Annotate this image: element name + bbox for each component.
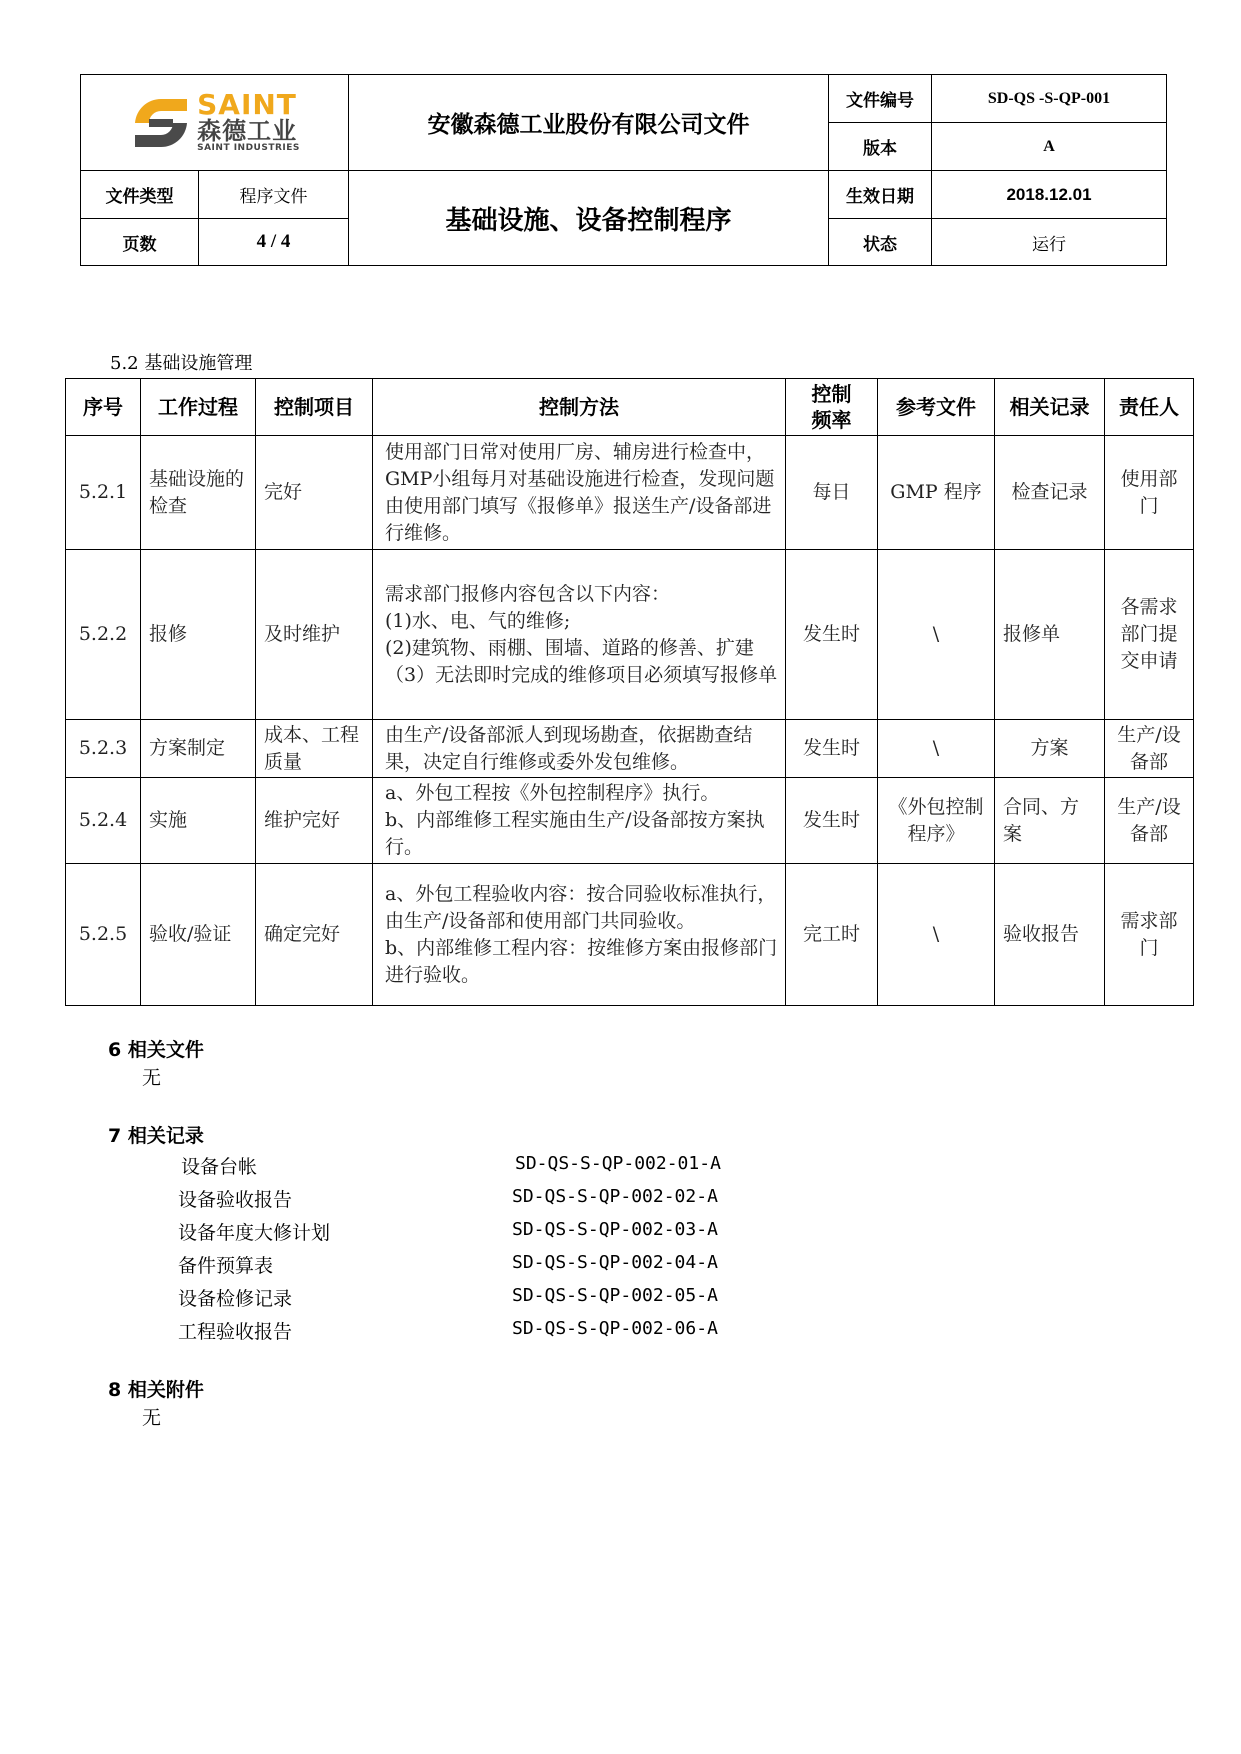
section-6-heading: 6 相关文件: [108, 1039, 204, 1061]
record-code: SD-QS-S-QP-002-03-A: [512, 1219, 718, 1240]
record-name: 备件预算表: [178, 1255, 274, 1277]
record-name: 设备台帐: [181, 1156, 258, 1178]
logo-cn: 森德工业: [197, 117, 298, 145]
doc-type-label: 文件类型: [81, 171, 199, 219]
row-reference: \: [878, 550, 995, 720]
row-method: 由生产/设备部派人到现场勘查，依据勘查结果，决定自行维修或委外发包维修。: [373, 720, 786, 778]
row-item: 成本、工程质量: [256, 720, 373, 778]
table-row: [66, 778, 1194, 864]
table-header-row: [66, 379, 1194, 436]
row-process: 方案制定: [141, 720, 256, 778]
row-frequency: 每日: [786, 436, 878, 550]
effective-date-label: 生效日期: [829, 171, 932, 219]
col-header-reference: 参考文件: [878, 379, 995, 436]
row-owner: 需求部门: [1105, 864, 1194, 1006]
row-method: a、外包工程按《外包控制程序》执行。 b、内部维修工程实施由生产/设备部按方案执行。: [373, 778, 786, 864]
row-owner: 生产/设备部: [1105, 778, 1194, 864]
record-name: 设备年度大修计划: [178, 1222, 331, 1244]
row-record: 检查记录: [995, 436, 1105, 550]
version-label: 版本: [829, 123, 932, 171]
section-7-heading: 7 相关记录: [108, 1125, 204, 1147]
row-method: 需求部门报修内容包含以下内容： (1)水、电、气的维修; (2)建筑物、雨棚、围墙、道路的修善、扩建 （3）无法即时完成的维修项目必须填写报修单: [373, 550, 786, 720]
table-row: [66, 720, 1194, 778]
table-row: [66, 864, 1194, 1006]
record-code: SD-QS-S-QP-002-02-A: [512, 1186, 718, 1207]
record-code: SD-QS-S-QP-002-04-A: [512, 1252, 718, 1273]
pages-value: 4 / 4: [199, 219, 349, 266]
row-no: 5.2.5: [66, 864, 141, 1006]
row-reference: \: [878, 864, 995, 1006]
record-code: SD-QS-S-QP-002-05-A: [512, 1285, 718, 1306]
section-6-body: 无: [142, 1067, 162, 1089]
col-header-frequency: 控制 频率: [786, 379, 878, 436]
row-reference: \: [878, 720, 995, 778]
row-reference: GMP 程序: [878, 436, 995, 550]
row-process: 基础设施的检查: [141, 436, 256, 550]
saint-mark-icon: [129, 93, 193, 153]
version-value: A: [932, 123, 1167, 171]
row-owner: 使用部门: [1105, 436, 1194, 550]
col-header-item: 控制项目: [256, 379, 373, 436]
company-title-text: 安徽森德工业股份有限公司文件: [349, 75, 829, 171]
section-8-heading: 8 相关附件: [108, 1379, 204, 1401]
record-name: 工程验收报告: [178, 1321, 293, 1343]
row-frequency: 完工时: [786, 864, 878, 1006]
record-code: SD-QS-S-QP-002-01-A: [515, 1153, 721, 1174]
row-record: 报修单: [995, 550, 1105, 720]
row-owner: 生产/设备部: [1105, 720, 1194, 778]
row-frequency: 发生时: [786, 550, 878, 720]
row-process: 验收/验证: [141, 864, 256, 1006]
row-item: 确定完好: [256, 864, 373, 1006]
doc-number-value: SD-QS -S-QP-001: [932, 75, 1167, 123]
row-no: 5.2.2: [66, 550, 141, 720]
row-frequency: 发生时: [786, 720, 878, 778]
section-8-body: 无: [142, 1407, 162, 1429]
logo-sub: SAINT INDUSTRIES: [197, 143, 300, 153]
doc-type-value: 程序文件: [199, 171, 349, 219]
row-item: 完好: [256, 436, 373, 550]
record-code: SD-QS-S-QP-002-06-A: [512, 1318, 718, 1339]
infrastructure-table: [65, 378, 1194, 1006]
status-label: 状态: [829, 219, 932, 266]
document-header-grid: [80, 74, 1167, 266]
table-row: [66, 550, 1194, 720]
row-method: 使用部门日常对使用厂房、辅房进行检查中，GMP小组每月对基础设施进行检查，发现问题由使用部门填写《报修单》报送生产/设备部进行维修。: [373, 436, 786, 550]
record-name: 设备验收报告: [178, 1189, 293, 1211]
row-reference: 《外包控制程序》: [878, 778, 995, 864]
pages-label: 页数: [81, 219, 199, 266]
col-header-method: 控制方法: [373, 379, 786, 436]
row-record: 方案: [995, 720, 1105, 778]
row-frequency: 发生时: [786, 778, 878, 864]
saint-logo: [81, 75, 348, 170]
effective-date-value: 2018.12.01: [932, 171, 1167, 219]
row-item: 维护完好: [256, 778, 373, 864]
doc-number-label: 文件编号: [829, 75, 932, 123]
row-no: 5.2.3: [66, 720, 141, 778]
record-name: 设备检修记录: [178, 1288, 293, 1310]
status-value: 运行: [932, 219, 1167, 266]
col-header-no: 序号: [66, 379, 141, 436]
logo-cell: [81, 75, 349, 171]
row-record: 合同、方案: [995, 778, 1105, 864]
row-owner: 各需求部门提交申请: [1105, 550, 1194, 720]
col-header-process: 工作过程: [141, 379, 256, 436]
logo-en: SAINT: [197, 88, 297, 121]
row-method: a、外包工程验收内容：按合同验收标准执行，由生产/设备部和使用部门共同验收。 b、内部维修工程内容：按维修方案由报修部门进行验收。: [373, 864, 786, 1006]
col-header-owner: 责任人: [1105, 379, 1194, 436]
row-no: 5.2.4: [66, 778, 141, 864]
doc-title: 基础设施、设备控制程序: [349, 171, 829, 266]
table-row: [66, 436, 1194, 550]
section-5-2-title: 5.2 基础设施管理: [110, 353, 253, 374]
row-process: 实施: [141, 778, 256, 864]
col-header-record: 相关记录: [995, 379, 1105, 436]
row-process: 报修: [141, 550, 256, 720]
row-no: 5.2.1: [66, 436, 141, 550]
row-item: 及时维护: [256, 550, 373, 720]
row-record: 验收报告: [995, 864, 1105, 1006]
